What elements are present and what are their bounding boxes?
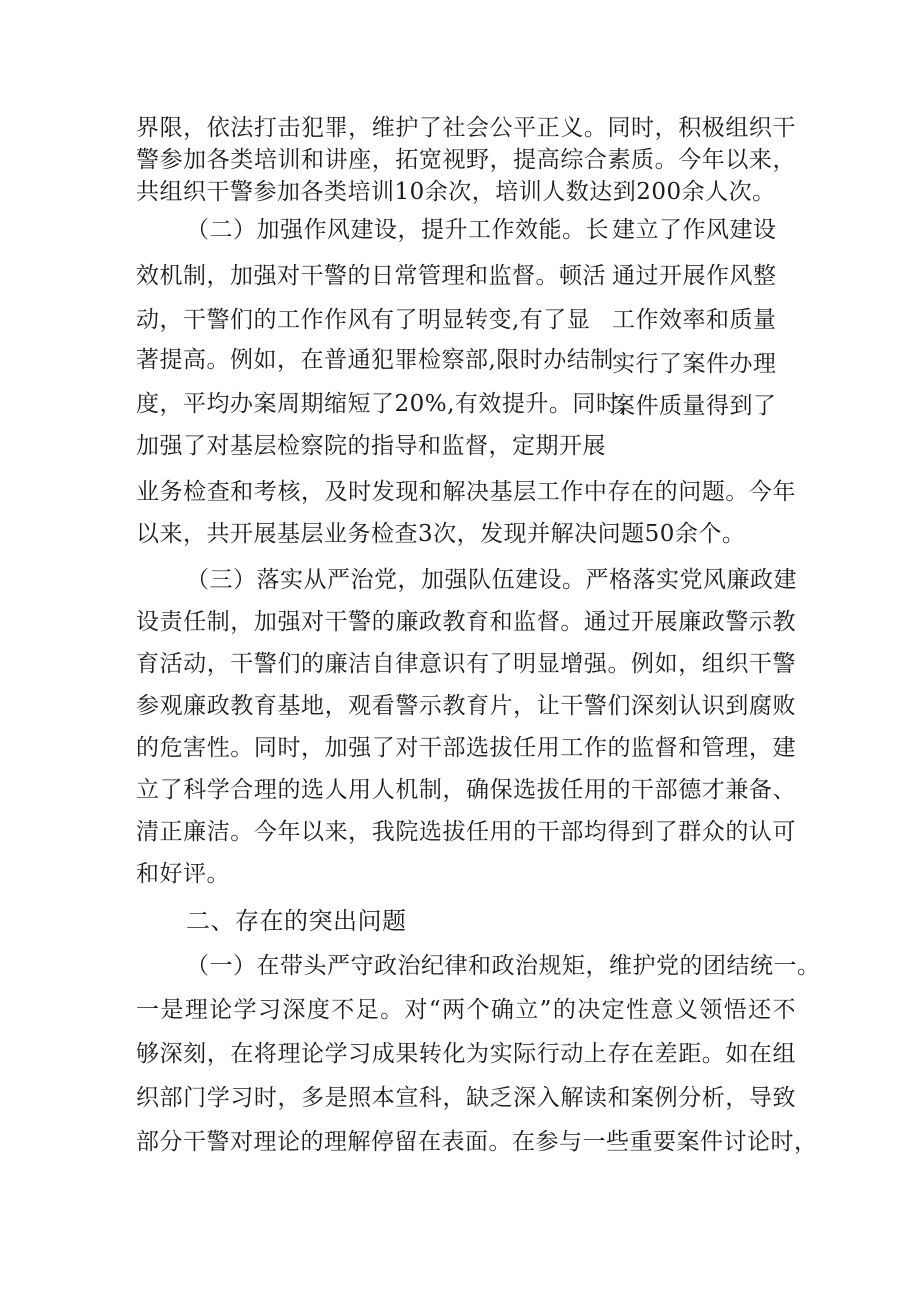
paragraph-line: 立了科学合理的选人用人机制，确保选拔任用的干部德才兼备、: [136, 777, 796, 803]
paragraph-line: 一是理论学习深度不足。对“两个确立”的决定性意义领悟还不: [136, 997, 796, 1023]
paragraph-fragment-right: 建立了作风建设: [612, 217, 777, 243]
paragraph-line: （三）落实从严治党，加强队伍建设。严格落实党风廉政建: [186, 567, 797, 593]
paragraph-line: 和好评。: [136, 861, 230, 887]
paragraph-line: 以来，共开展基层业务检查3次，发现并解决问题50余个。: [136, 521, 746, 547]
paragraph-fragment-left: 加强了对基层检察院的指导和监督，定期开展: [136, 433, 606, 459]
paragraph-fragment-left: （二）加强作风建设，提升工作效能。长: [186, 217, 609, 243]
paragraph-line: （一）在带头严守政治纪律和政治规矩，维护党的团结统一。: [186, 953, 821, 979]
paragraph-line: 界限，依法打击犯罪，维护了社会公平正义。同时，积极组织干: [136, 115, 796, 141]
paragraph-line: 够深刻，在将理论学习成果转化为实际行动上存在差距。如在组: [136, 1041, 796, 1067]
paragraph-line: 警参加各类培训和讲座，拓宽视野，提高综合素质。今年以来，: [136, 147, 796, 173]
paragraph-fragment-left: 效机制，加强对干警的日常管理和监督。顿活: [136, 263, 606, 289]
paragraph-line: 参观廉政教育基地，观看警示教育片，让干警们深刻认识到腐败: [136, 693, 796, 719]
paragraph-fragment-right: 实行了案件办理: [612, 351, 777, 377]
paragraph-fragment-right: 工作效率和质量: [612, 307, 777, 333]
paragraph-fragment-right: 案件质量得到了: [612, 393, 777, 419]
paragraph-line: 设责任制，加强对干警的廉政教育和监督。通过开展廉政警示教: [136, 609, 796, 635]
paragraph-line: 育活动，干警们的廉洁自律意识有了明显增强。例如，组织干警: [136, 651, 796, 677]
paragraph-fragment-left: 动，干警们的工作作风有了明显转变,有了显: [136, 307, 591, 333]
paragraph-line: 的危害性。同时，加强了对干部选拔任用工作的监督和管理，建: [136, 735, 796, 761]
paragraph-line: 业务检查和考核，及时发现和解决基层工作中存在的问题。今年: [136, 479, 796, 505]
paragraph-line: 清正廉洁。今年以来，我院选拔任用的干部均得到了群众的认可: [136, 819, 796, 845]
paragraph-fragment-left: 度，平均办案周期缩短了20%,有效提升。同时,: [136, 391, 628, 417]
section-heading: 二、存在的突出问题: [186, 907, 407, 935]
paragraph-line: 部分干警对理论的理解停留在表面。在参与一些重要案件讨论时，: [136, 1129, 818, 1155]
paragraph-fragment-right: 通过开展作风整: [612, 263, 777, 289]
paragraph-line: 共组织干警参加各类培训10余次，培训人数达到200余人次。: [136, 179, 776, 205]
paragraph-fragment-left: 著提高。例如，在普通犯罪检察部,限时办结制: [136, 347, 614, 373]
paragraph-line: 织部门学习时，多是照本宣科，缺乏深入解读和案例分析，导致: [136, 1085, 796, 1111]
